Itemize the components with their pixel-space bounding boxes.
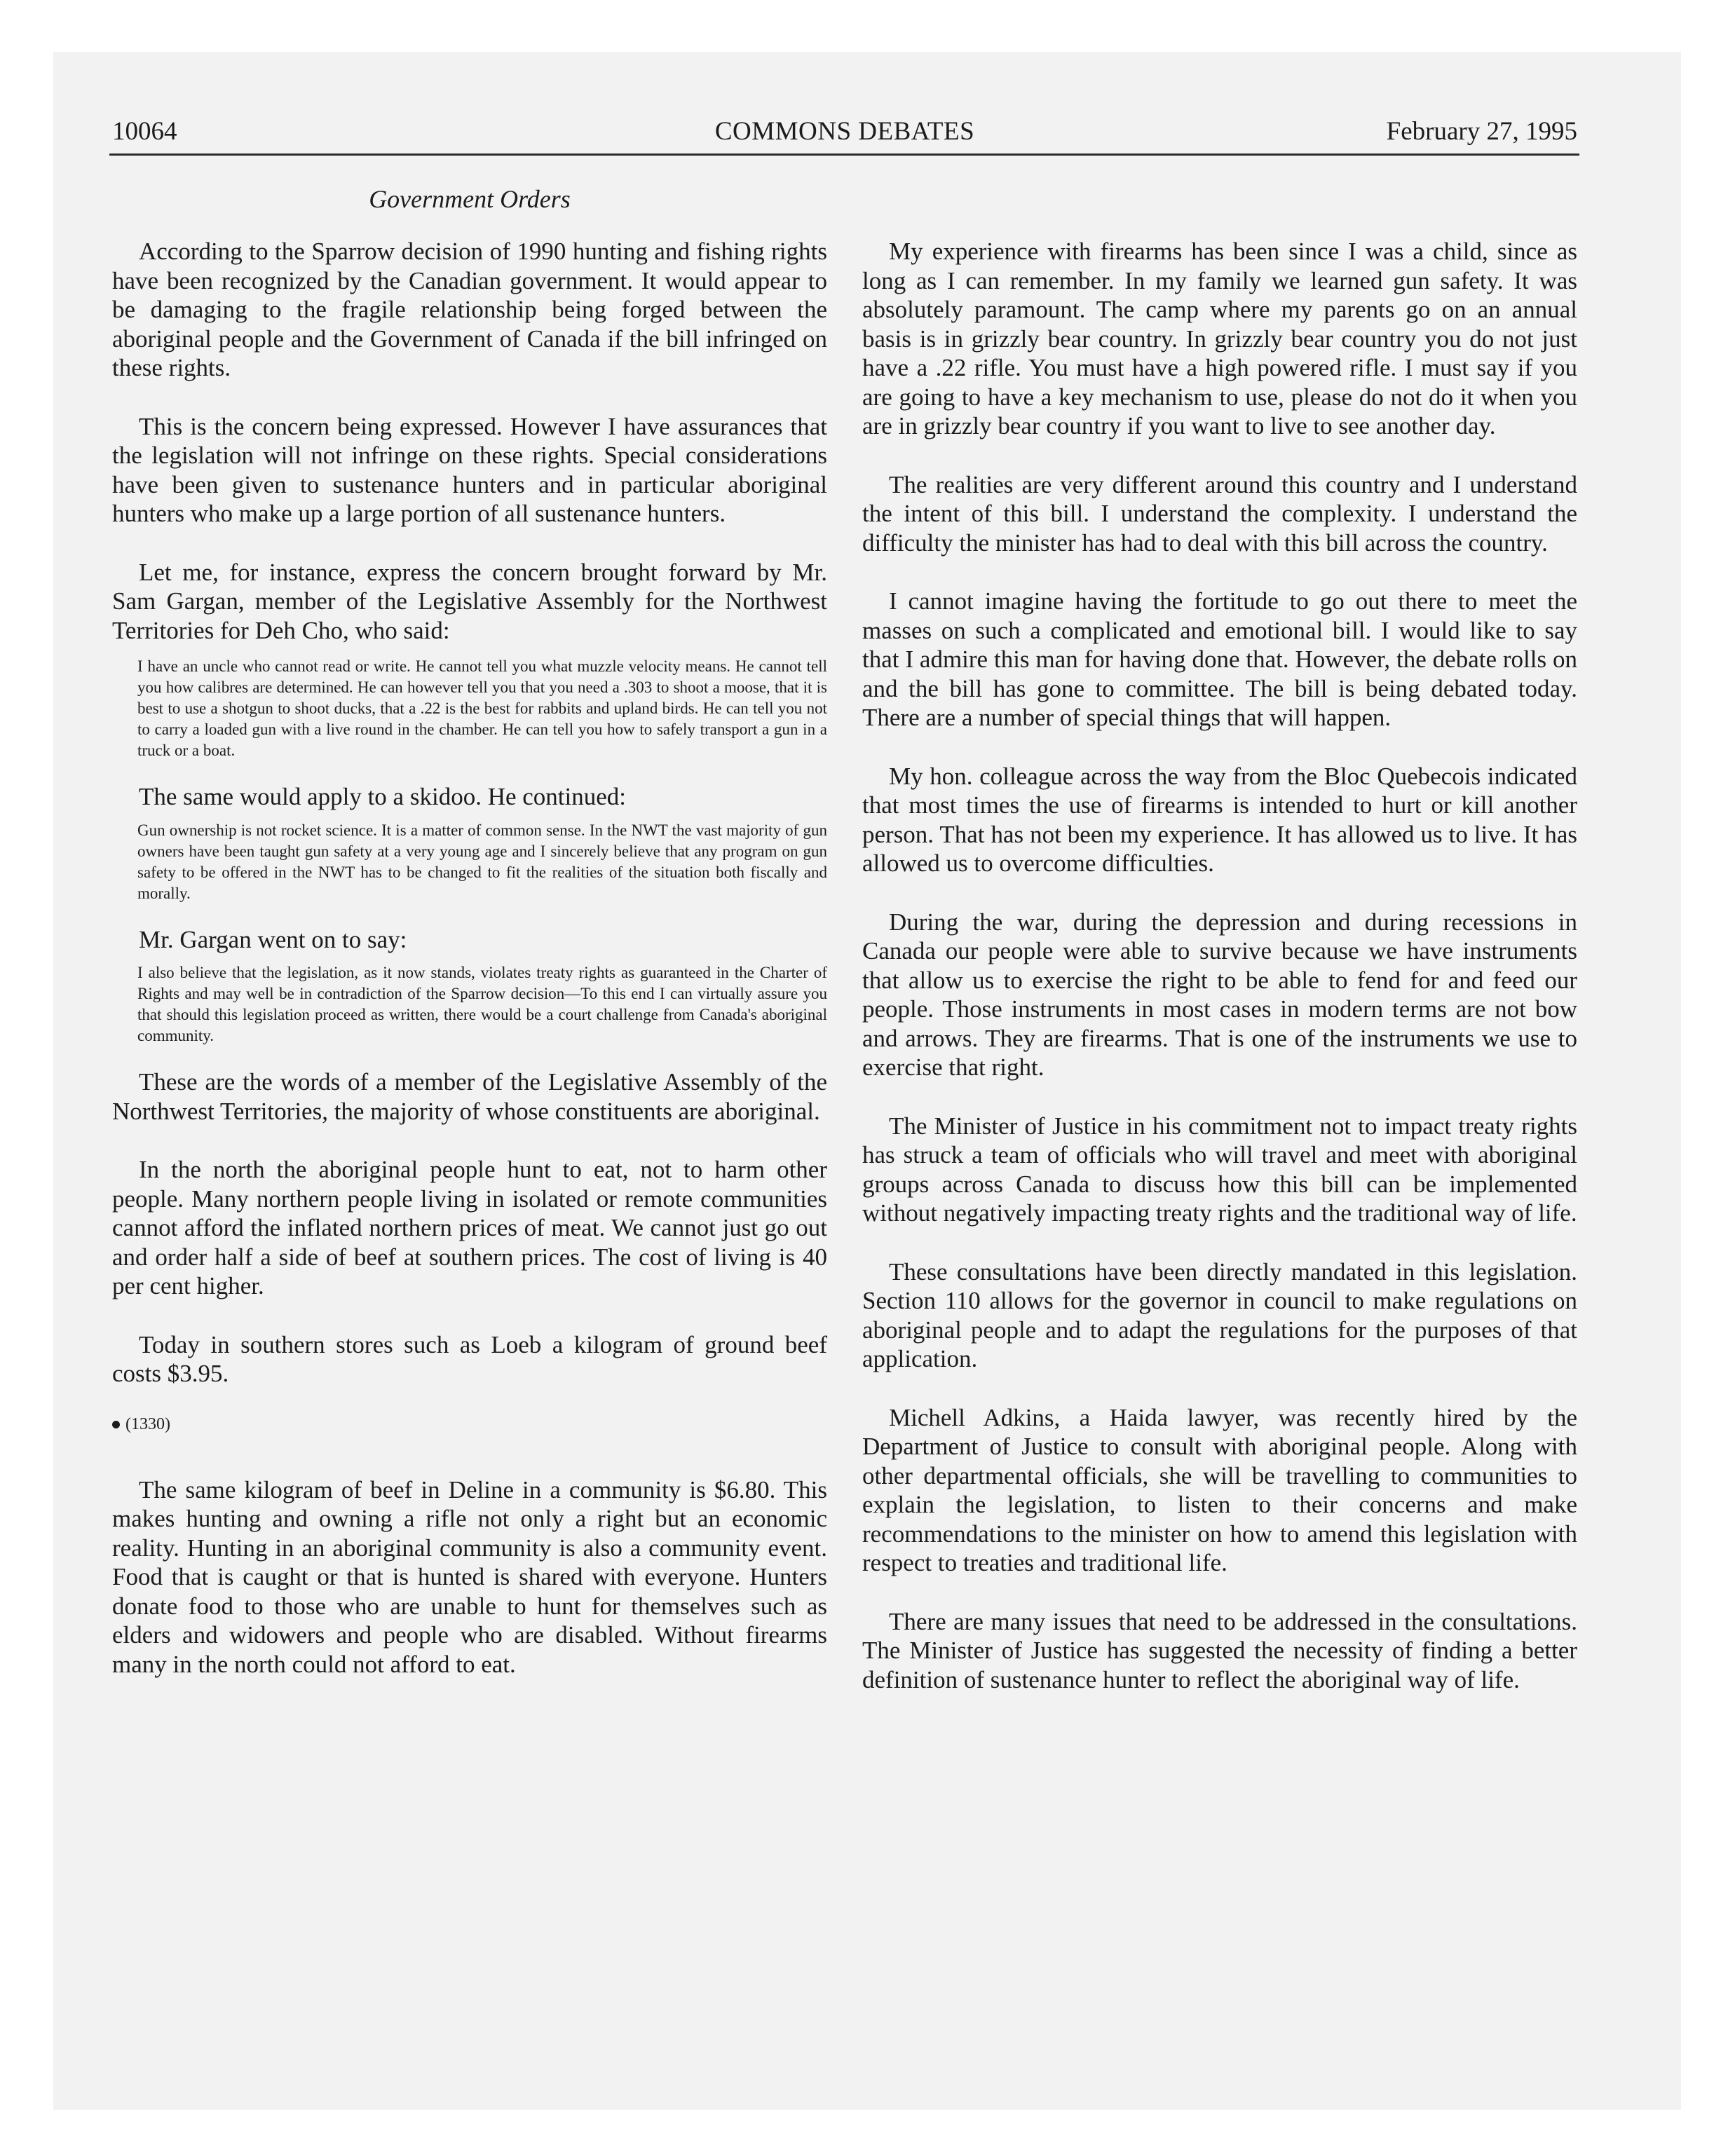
block-quote: I have an uncle who cannot read or write. He cannot tell you what muzzle velocity means. He cannot tell you how calibres are determined. He can however tell you that you need a .303 to shoot a moose, that it is best to use a shotgun to shoot ducks, that a .22 is the best for rabbits and upland birds. He can tell you not to carry a loaded gun with a live round in the chamber. He can tell you how to safely transport a gun in a truck or a boat. [137, 657, 827, 759]
paragraph: I cannot imagine having the fortitude to go out there to meet the masses on such a complicated and emotional bill. I would like to say that I admire this man for having done that. However, the debate rolls on and the bill has gone to committee. The bill is being debated today. There are a number of special things that will happen. [862, 587, 1577, 731]
paragraph: There are many issues that need to be addressed in the consultations. The Minister of Justice has suggested the necessity of finding a better definition of sustenance hunter to reflect the aboriginal way of life. [862, 1607, 1577, 1693]
paragraph: My experience with firearms has been since I was a child, since as long as I can remember. In my family we learned gun safety. It was absolutely paramount. The camp where my parents go on an annual basis is in grizzly bear country. In grizzly bear country you do not just have a .22 rifle. You must have a high powered rifle. I must say if you are going to have a key mechanism to use, please do not do it when you are in grizzly bear country if you want to live to see another day. [862, 238, 1577, 439]
paragraph: The same kilogram of beef in Deline in a community is $6.80. This makes hunting and owning a rifle not only a right but an economic reality. Hunting in an aboriginal community is also a community event. Food that is caught or that is hunted is shared with everyone. Hunters donate food to those who are unable to hunt for themselves such as elders and widowers and people who are disabled. Without firearms many in the north could not afford to eat. [112, 1475, 827, 1678]
paragraph: The Minister of Justice in his commitment not to impact treaty rights has struck a team of officials who will travel and meet with aboriginal groups across Canada to discuss how this bill can be implemented without negatively impacting treaty rights and the traditional way of life. [862, 1112, 1577, 1227]
paragraph: Mr. Gargan went on to say: [139, 925, 407, 953]
right-column [862, 237, 1577, 1724]
paragraph: This is the concern being expressed. However I have assurances that the legislation will not infringe on these rights. Special considerations have been given to sustenance hunters and in particular aboriginal hunters who make up a large portion of all sustenance hunters. [112, 412, 827, 527]
paragraph: The same would apply to a skidoo. He continued: [139, 783, 626, 810]
paragraph: The realities are very different around this country and I understand the intent of this bill. I understand the complexity. I understand the difficulty the minister has had to deal with this bill across the country. [862, 470, 1577, 557]
block-quote: Gun ownership is not rocket science. It is a matter of common sense. In the NWT the vast majority of gun owners have been taught gun safety at a very young age and I sincerely believe that any program on gun safety to be offered in the NWT has to be changed to fit the realities of the situation both fiscally and morally. [137, 821, 827, 902]
paragraph: My hon. colleague across the way from the Bloc Quebecois indicated that most times the use of firearms is intended to hurt or kill another person. That has not been my experience. It has allowed us to live. It has allowed us to overcome difficulties. [862, 762, 1577, 877]
page-header [112, 116, 1577, 158]
section-title: Government Orders [369, 185, 571, 213]
time-marker [112, 1414, 827, 1435]
paragraph: These are the words of a member of the Legislative Assembly of the Northwest Territories, the majority of whose constituents are aboriginal. [112, 1068, 827, 1125]
paragraph: These consultations have been directly mandated in this legislation. Section 110 allows for the governor in council to make regulations on aboriginal people and to adapt the regulations for the purposes of that application. [862, 1257, 1577, 1372]
paragraph: Let me, for instance, express the concern brought forward by Mr. Sam Gargan, member of the Legislative Assembly for the Northwest Territories for Deh Cho, who said: [112, 558, 827, 644]
paragraph: In the north the aboriginal people hunt to eat, not to harm other people. Many northern people living in isolated or remote communities cannot afford the inflated northern prices of meat. We cannot just go out and order half a side of beef at southern prices. The cost of living is 40 per cent higher. [112, 1156, 827, 1299]
time-marker-text: (1330) [125, 1414, 170, 1433]
paragraph: Michell Adkins, a Haida lawyer, was recently hired by the Department of Justice to consult with aboriginal people. Along with other departmental officials, she will be travelling to communities to explain the legislation, to listen to their concerns and make recommendations to the minister on how to amend this legislation with respect to treaties and traditional life. [862, 1403, 1577, 1576]
block-quote: I also believe that the legislation, as it now stands, violates treaty rights as guaranteed in the Charter of Rights and may well be in contradiction of the Sparrow decision—To this end I can virtually assure you that should this legislation proceed as written, there would be a court challenge from Canada's aboriginal community. [137, 964, 827, 1044]
paragraph: During the war, during the depression and during recessions in Canada our people were able to survive because we have instruments that allow us to exercise the right to be able to fend for and feed our people. Those instruments in most cases in modern terms are not bow and arrows. They are firearms. That is one of the instruments we use to exercise that right. [862, 908, 1577, 1081]
left-column [112, 237, 827, 1708]
page-number: 10064 [112, 117, 177, 146]
header-rule [109, 153, 1579, 156]
publication-date: February 27, 1995 [1386, 117, 1577, 146]
publication-title: COMMONS DEBATES [714, 117, 975, 146]
paragraph: According to the Sparrow decision of 1990 hunting and fishing rights have been recognized by the Canadian government. It would appear to be damaging to the fragile relationship being forged between the aboriginal people and the Government of Canada if the bill infringed on these rights. [112, 238, 827, 381]
paragraph: Today in southern stores such as Loeb a kilogram of ground beef costs $3.95. [112, 1330, 827, 1387]
bullet-icon [112, 1421, 120, 1428]
